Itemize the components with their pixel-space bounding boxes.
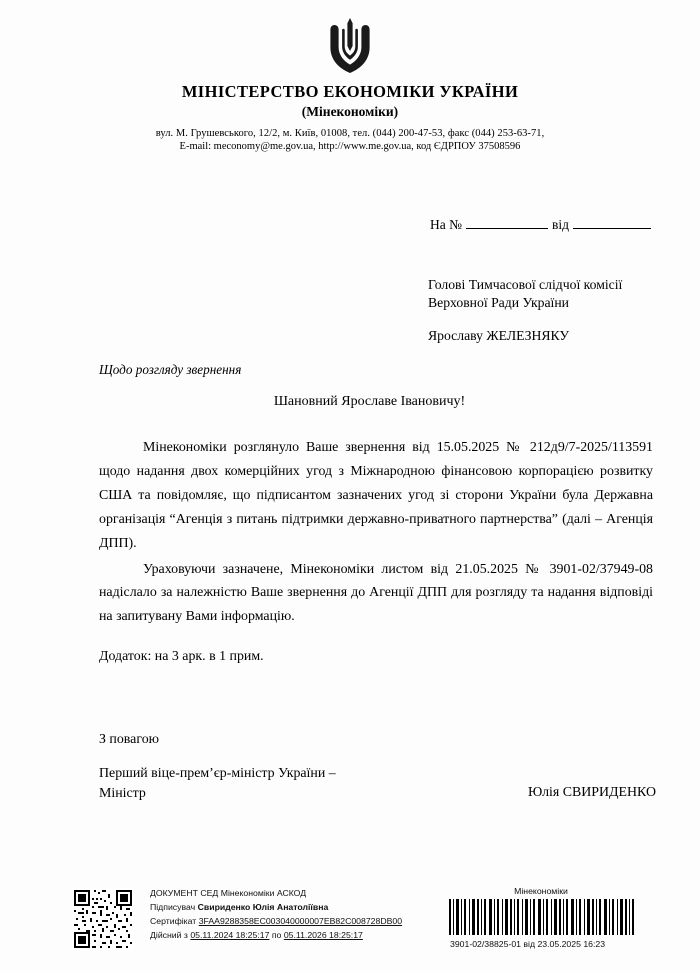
validity-from-date: 05.11.2024 18:25:17 bbox=[190, 930, 270, 941]
certificate-line bbox=[150, 914, 420, 928]
letter-body bbox=[99, 436, 653, 671]
signature-details bbox=[150, 886, 420, 942]
validity-to-label: по bbox=[271, 930, 282, 941]
reference-number-label: На № bbox=[430, 217, 462, 232]
signer-label: Підписувач bbox=[150, 902, 196, 913]
body-paragraph: Ураховуючи зазначене, Мінекономіки листом від 21.05.2025 № 3901-02/37949-08 надіслало за належністю Ваше звернення до Агенції ДПП для розгляду та надання відповіді на запитувану Вами інформацію. bbox=[99, 561, 653, 625]
certificate-value: 3FAA9288358EC003040000007EB82C008728DB00 bbox=[198, 916, 403, 927]
barcode-label: Мінекономіки bbox=[514, 886, 568, 896]
signature-title-line-1: Перший віце-прем’єр-міністр України – bbox=[99, 766, 336, 781]
validity-to-date: 05.11.2026 18:25:17 bbox=[283, 930, 363, 941]
addressee-line-2: Верховної Ради України bbox=[428, 294, 569, 310]
signature-title-line-2: Міністр bbox=[99, 785, 146, 801]
validity-line bbox=[150, 928, 420, 942]
validity-from-label: Дійсний з bbox=[150, 930, 188, 941]
signer-name: Свириденко Юлія Анатоліївна bbox=[197, 902, 329, 913]
addressee-block bbox=[428, 276, 668, 311]
barcode-number: 3901-02/38825-01 від 23.05.2025 16:23 bbox=[450, 939, 606, 949]
body-paragraph: Мінекономіки розглянуло Ваше звернення від 15.05.2025 № 212д9/7-2025/113591 щодо надання двох комерційних угод з Міжнародною фінансовою корпорацією розвитку США та повідомляє, що підписантом зазначених угод зі сторони України була Державна організація “Агенція з питань підтримки державно-приватного партнерства” (далі – Агенція ДПП). bbox=[99, 440, 653, 551]
signer-line bbox=[150, 900, 420, 914]
addressee-line-1: Голові Тимчасової слідчої комісії bbox=[428, 277, 623, 292]
qr-code-icon bbox=[72, 888, 134, 950]
attachment-note: Додаток: на 3 арк. в 1 прим. bbox=[99, 649, 264, 665]
addressee-name: Ярославу ЖЕЛЕЗНЯКУ bbox=[428, 328, 570, 343]
ukraine-trident-emblem bbox=[0, 16, 700, 74]
reference-line bbox=[430, 216, 651, 233]
ministry-contacts: E-mail: meconomy@me.gov.ua, http://www.me.gov.ua, код ЄДРПОУ 37508596 bbox=[179, 141, 521, 152]
ministry-short-name: (Мінекономіки) bbox=[301, 104, 399, 119]
barcode-icon bbox=[448, 899, 634, 935]
signature-name: Юлія СВИРИДЕНКО bbox=[527, 785, 656, 800]
electronic-signature-stamp bbox=[72, 886, 632, 958]
signature-regards: З повагою bbox=[99, 732, 160, 747]
reference-number-blank bbox=[466, 216, 548, 229]
subject-line: Щодо розгляду звернення bbox=[99, 362, 242, 377]
signature-title bbox=[99, 764, 429, 803]
ministry-address: вул. М. Грушевського, 12/2, м. Київ, 01008, тел. (044) 200-47-53, факс (044) 253-63-71, bbox=[155, 128, 545, 139]
system-line: ДОКУМЕНТ СЕД Мінекономіки АСКОД bbox=[150, 888, 307, 898]
reference-date-blank bbox=[573, 216, 651, 229]
reference-date-label: від bbox=[552, 217, 569, 232]
ministry-name: МІНІСТЕРСТВО ЕКОНОМІКИ УКРАЇНИ bbox=[181, 82, 519, 101]
barcode-block bbox=[448, 886, 634, 949]
certificate-label: Сертифікат bbox=[150, 916, 197, 927]
salutation: Шановний Ярославе Івановичу! bbox=[273, 394, 466, 409]
letterhead-header bbox=[60, 82, 640, 152]
